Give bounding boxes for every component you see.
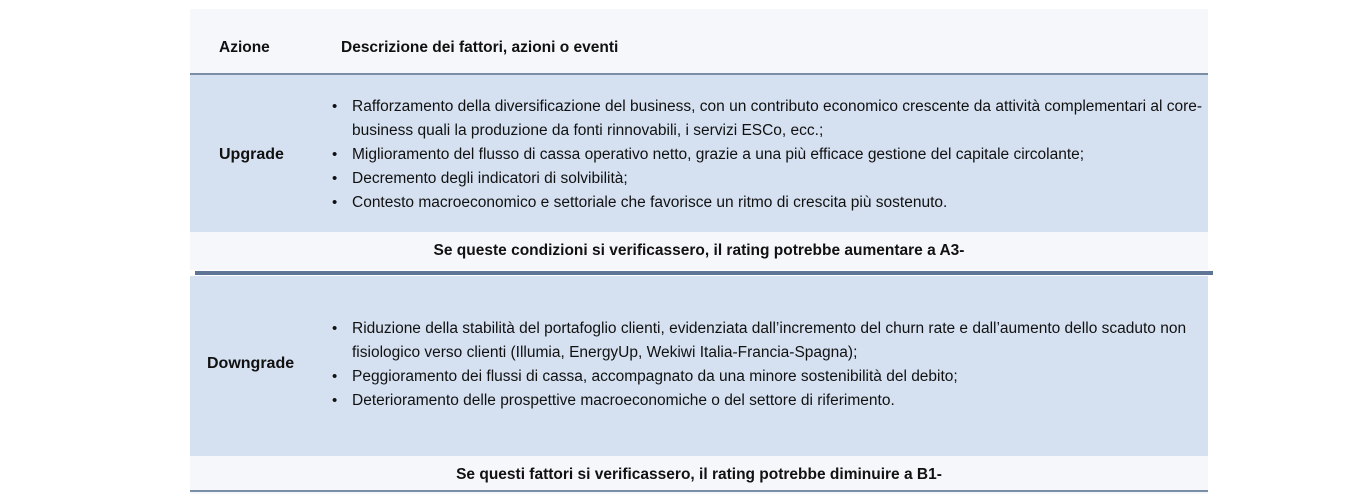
header-description: Descrizione dei fattori, azioni o eventi [341, 39, 619, 56]
list-item: • Decremento degli indicatori di solvibilità; [352, 167, 1212, 191]
header-action: Azione [219, 39, 270, 56]
upgrade-conclusion: Se queste condizioni si verificassero, il rating potrebbe aumentare a A3- [190, 232, 1208, 270]
list-item: • Peggioramento dei flussi di cassa, accompagnato da una minore sostenibilità del debito; [352, 365, 1212, 389]
upgrade-factor-list [332, 95, 1212, 215]
list-item: • Riduzione della stabilità del portafoglio clienti, evidenziata dall’incremento del churn rate e dall’aumento dello scaduto non fisiologico verso clienti (Illumia, EnergyUp, Wekiwi Italia-Francia-Spagna); [352, 317, 1212, 365]
table-header [190, 9, 1208, 73]
downgrade-conclusion: Se questi fattori si verificassero, il rating potrebbe diminuire a B1- [190, 456, 1208, 494]
section-divider [195, 271, 1213, 275]
upgrade-label: Upgrade [219, 146, 284, 163]
upgrade-row [190, 75, 1208, 232]
list-item: • Rafforzamento della diversificazione del business, con un contributo economico crescente da attività complementari al core-business quali la produzione da fonti rinnovabili, i servizi ESCo, ecc.; [352, 95, 1212, 143]
downgrade-factor-list [332, 317, 1212, 413]
list-item: • Contesto macroeconomico e settoriale che favorisce un ritmo di crescita più sostenuto. [352, 191, 1212, 215]
list-item: • Miglioramento del flusso di cassa operativo netto, grazie a una più efficace gestione del capitale circolante; [352, 143, 1212, 167]
list-item: • Deterioramento delle prospettive macroeconomiche o del settore di riferimento. [352, 389, 1212, 413]
downgrade-row [190, 276, 1208, 456]
bottom-border [190, 490, 1208, 492]
downgrade-label: Downgrade [207, 355, 295, 372]
